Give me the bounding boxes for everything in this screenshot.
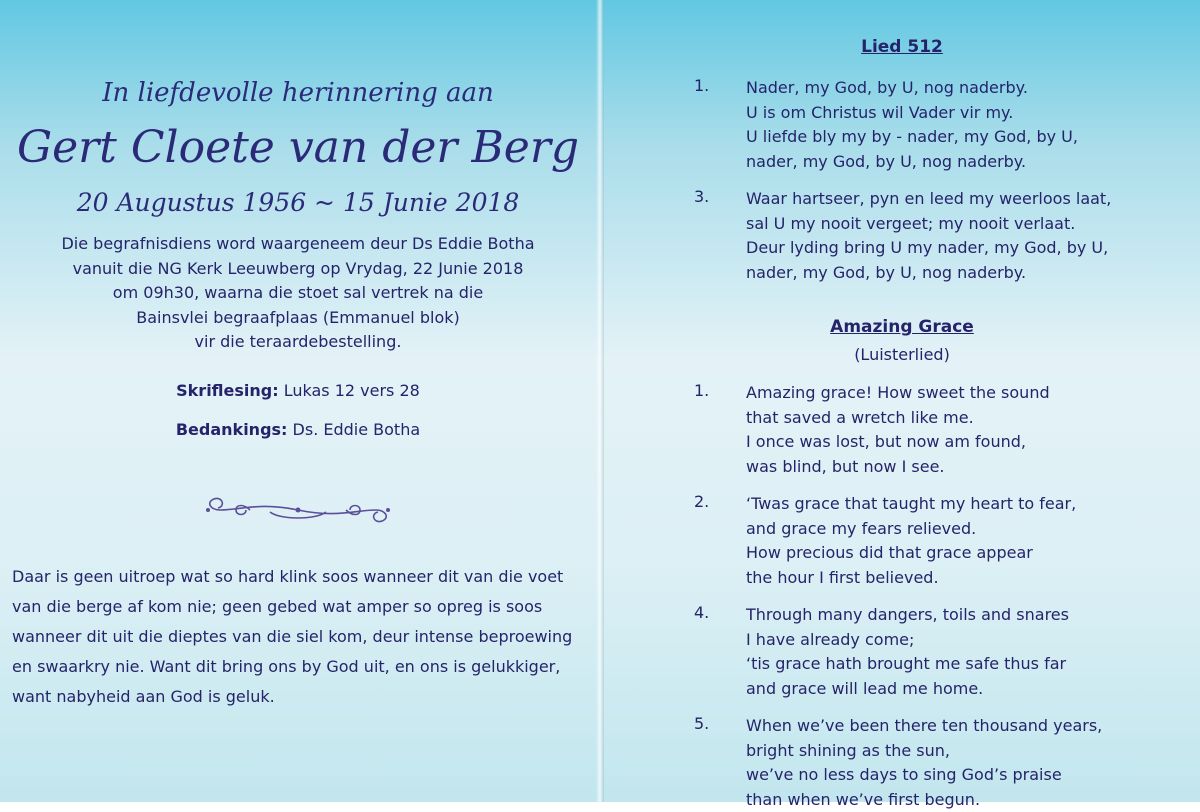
verse-number: 5.: [694, 714, 709, 733]
verse-line: we’ve no less days to sing God’s praise: [746, 763, 1102, 788]
verse-line: was blind, but now I see.: [746, 455, 1050, 480]
hymn-subtitle: (Luisterlied): [604, 345, 1200, 364]
verse-number: 3.: [694, 187, 709, 206]
funeral-notice: [0, 232, 596, 355]
verse-line: Amazing grace! How sweet the sound: [746, 381, 1050, 406]
verse-line: How precious did that grace appear: [746, 541, 1076, 566]
verse-line: the hour I first believed.: [746, 566, 1076, 591]
thanks: [0, 420, 596, 439]
verse-line: than when we’ve first begun.: [746, 788, 1102, 812]
hymn-title-amazing-grace: Amazing Grace: [604, 317, 1200, 337]
dedication-intro: In liefdevolle herinnering aan: [0, 78, 596, 108]
closing-line: want nabyheid aan God is geluk.: [12, 682, 590, 712]
notice-line: vanuit die NG Kerk Leeuwberg op Vrydag, 22 Junie 2018: [0, 257, 596, 282]
verse-number: 1.: [694, 76, 709, 95]
verse-line: sal U my nooit vergeet; my nooit verlaat.: [746, 212, 1111, 237]
deceased-name: Gert Cloete van der Berg: [0, 122, 596, 173]
verse-line: bright shining as the sun,: [746, 739, 1102, 764]
flourish-ornament-icon: [200, 490, 396, 530]
closing-line: wanneer dit uit die dieptes van die siel kom, deur intense beproewing: [12, 622, 590, 652]
thanks-label: Bedankings:: [176, 420, 288, 439]
closing-verse: [12, 562, 590, 712]
verse-line: When we’ve been there ten thousand years,: [746, 714, 1102, 739]
verse-line: ‘Twas grace that taught my heart to fear,: [746, 492, 1076, 517]
verse-line: Through many dangers, toils and snares: [746, 603, 1069, 628]
closing-line: van die berge af kom nie; geen gebed wat amper so opreg is soos: [12, 592, 590, 622]
closing-line: Daar is geen uitroep wat so hard klink soos wanneer dit van die voet: [12, 562, 590, 592]
verse-line: and grace my fears relieved.: [746, 517, 1076, 542]
notice-line: vir die teraardebestelling.: [0, 330, 596, 355]
scripture-reading: [0, 381, 596, 400]
verse-line: Deur lyding bring U my nader, my God, by U,: [746, 236, 1111, 261]
notice-line: Die begrafnisdiens word waargeneem deur Ds Eddie Botha: [0, 232, 596, 257]
verse-number: 4.: [694, 603, 709, 622]
verse-line: and grace will lead me home.: [746, 677, 1069, 702]
verse-line: U liefde bly my by - nader, my God, by U,: [746, 125, 1078, 150]
verse-line: nader, my God, by U, nog naderby.: [746, 150, 1078, 175]
life-dates: 20 Augustus 1956 ~ 15 Junie 2018: [0, 188, 596, 217]
hymn-title-lied-512: Lied 512: [604, 37, 1200, 57]
scripture-label: Skriflesing:: [176, 381, 279, 400]
scripture-value: Lukas 12 vers 28: [284, 381, 420, 400]
verse-number: 1.: [694, 381, 709, 400]
closing-line: en swaarkry nie. Want dit bring ons by God uit, en ons is gelukkiger,: [12, 652, 590, 682]
verse-line: nader, my God, by U, nog naderby.: [746, 261, 1111, 286]
page-fold: [596, 0, 604, 802]
thanks-value: Ds. Eddie Botha: [293, 420, 421, 439]
verse-line: Waar hartseer, pyn en leed my weerloos laat,: [746, 187, 1111, 212]
notice-line: om 09h30, waarna die stoet sal vertrek na die: [0, 281, 596, 306]
notice-line: Bainsvlei begraafplaas (Emmanuel blok): [0, 306, 596, 331]
verse-line: U is om Christus wil Vader vir my.: [746, 101, 1078, 126]
verse-line: I have already come;: [746, 628, 1069, 653]
verse-line: ‘tis grace hath brought me safe thus far: [746, 652, 1069, 677]
verse-number: 2.: [694, 492, 709, 511]
verse-line: Nader, my God, by U, nog naderby.: [746, 76, 1078, 101]
verse-line: that saved a wretch like me.: [746, 406, 1050, 431]
verse-line: I once was lost, but now am found,: [746, 430, 1050, 455]
